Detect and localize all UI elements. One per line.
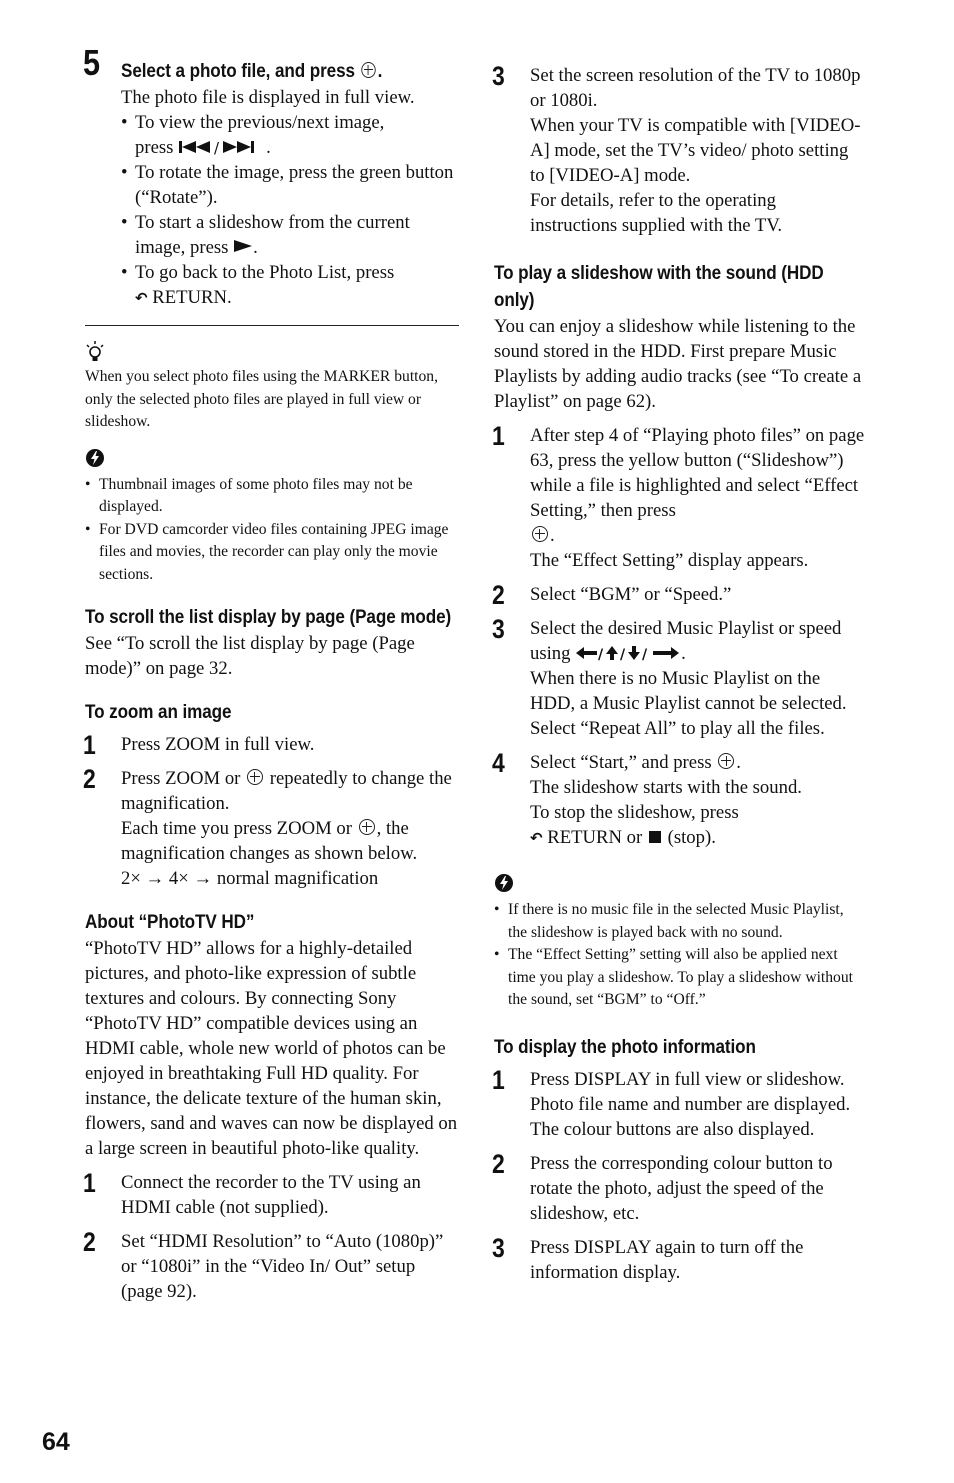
phototv-step-1: 1 Connect the recorder to the TV using an HDMI cable (not supplied). — [83, 1168, 421, 1218]
bullet-item: • To start a slideshow from the current image, press . — [121, 212, 410, 258]
return-icon: ↶ — [135, 289, 148, 307]
info-step-2: 2 Press the corresponding colour button to rotate the photo, adjust the speed of the slideshow, etc. — [492, 1148, 833, 1224]
info-step-1: 1 Press DISPLAY in full view or slideshow. Photo file name and number are displayed. The colour buttons are also displayed. — [492, 1064, 851, 1140]
enter-button-icon — [532, 526, 548, 542]
phototv-heading: About “PhotoTV HD” — [85, 912, 255, 933]
note-item: • The “Effect Setting” setting will also be applied next time you play a slideshow. To play a slideshow without the sound, set “BGM” to “Off.” — [494, 946, 853, 1008]
right-column — [494, 63, 866, 1285]
slideshow-step-1: 1 After step 4 of “Playing photo files” on page 63, press the yellow button (“Slideshow”) while a file is highlighted and select “Effect Setting,” then press . The “Effect Setting” display appears. — [492, 421, 865, 571]
slideshow-intro: You can enjoy a slideshow while listening to the sound stored in the HDD. First prepare Music Playlists by adding audio tracks (see “To create a Playlist” on page 62). — [494, 316, 862, 412]
enter-button-icon — [359, 819, 375, 835]
tv-step-3: 3 Set the screen resolution of the TV to 1080p or 1080i. When your TV is compatible with [VIDEO-A] mode, set the TV’s video/ photo setting to [VIDEO-A] mode. For details, refer to the operating instructions supplied with the TV. — [492, 61, 861, 236]
step-number: 5 — [83, 42, 101, 83]
info-step-3: 3 Press DISPLAY again to turn off the information display. — [492, 1232, 804, 1283]
note-icon — [494, 873, 866, 899]
page-mode-text: See “To scroll the list display by page (Page mode)” on page 32. — [85, 633, 415, 679]
note-item: • Thumbnail images of some photo files may not be displayed. — [85, 475, 413, 515]
phototv-step-2: 2 Set “HDMI Resolution” to “Auto (1080p)” or “1080i” in the “Video In/ Out” setup (page 92). — [83, 1227, 444, 1302]
step-intro: The photo file is displayed in full view. — [121, 87, 415, 108]
enter-button-icon — [361, 62, 375, 78]
hint-text: When you select photo files using the MARKER button, only the selected photo files are played in full view or slideshow. — [85, 368, 438, 430]
hint-bulb-icon — [85, 340, 459, 366]
zoom-step-1: 1 Press ZOOM in full view. — [83, 730, 315, 760]
slideshow-step-4: 4 Select “Start,” and press . The slideshow starts with the sound. To stop the slideshow, press ↶ RETURN or (stop). — [492, 748, 802, 848]
svg-text:/: / — [214, 139, 220, 155]
play-icon — [233, 239, 253, 253]
enter-button-icon — [718, 753, 734, 769]
slideshow-step-2: 2 Select “BGM” or “Speed.” — [492, 580, 732, 610]
zoom-heading: To zoom an image — [85, 702, 232, 723]
note-icon — [85, 448, 459, 474]
info-heading: To display the photo information — [494, 1036, 756, 1058]
svg-text:/: / — [598, 647, 604, 661]
bullet-item: • To view the previous/next image, press / . — [121, 112, 385, 158]
slideshow-heading: To play a slideshow with the sound (HDD only) — [494, 263, 824, 311]
page-mode-heading: To scroll the list display by page (Page mode) — [85, 607, 452, 628]
prev-next-icon — [178, 139, 266, 155]
stop-icon — [649, 831, 661, 843]
section-divider — [85, 325, 459, 326]
slideshow-step-3: 3 Select the desired Music Playlist or speed using / / / . When there is no Music Playlist on the HDD, a Music Playlist cannot be selected. Select “Repeat All” to play all the files. — [492, 614, 847, 739]
zoom-step-2: 2 Press ZOOM or repeatedly to change the magnification. Each time you press ZOOM or , the magnification changes as shown below. 2× → 4× → normal magnification — [83, 764, 452, 889]
bullet-item: • To rotate the image, press the green button (“Rotate”). — [121, 162, 454, 208]
return-icon: ↶ — [530, 829, 543, 847]
page-number: 64 — [42, 1428, 70, 1456]
left-column — [83, 42, 459, 1304]
bullet-item: • To go back to the Photo List, press ↶ RETURN. — [121, 262, 395, 308]
enter-button-icon — [247, 769, 263, 785]
arrow-keys-icon — [575, 645, 681, 661]
step-5 — [83, 42, 459, 311]
svg-text:/: / — [642, 647, 648, 661]
phototv-text: “PhotoTV HD” allows for a highly-detailed pictures, and photo-like expression of subtle textures and colours. By connecting Sony “PhotoTV HD” compatible devices using an HDMI cable, whole new world of photos can be enjoyed in breathtaking Full HD quality. For instance, the delicate texture of the human skin, flowers, sand and waves can now be displayed on a large screen in beautiful photo-like quality. — [85, 938, 458, 1159]
note-item: • If there is no music file in the selected Music Playlist, the slideshow is played back with no sound. — [494, 901, 844, 941]
svg-text:/: / — [620, 647, 626, 661]
step-title: Select a photo file, and press . — [121, 61, 383, 82]
note-item: • For DVD camcorder video files containing JPEG image files and movies, the recorder can play only the movie sections. — [85, 520, 449, 583]
